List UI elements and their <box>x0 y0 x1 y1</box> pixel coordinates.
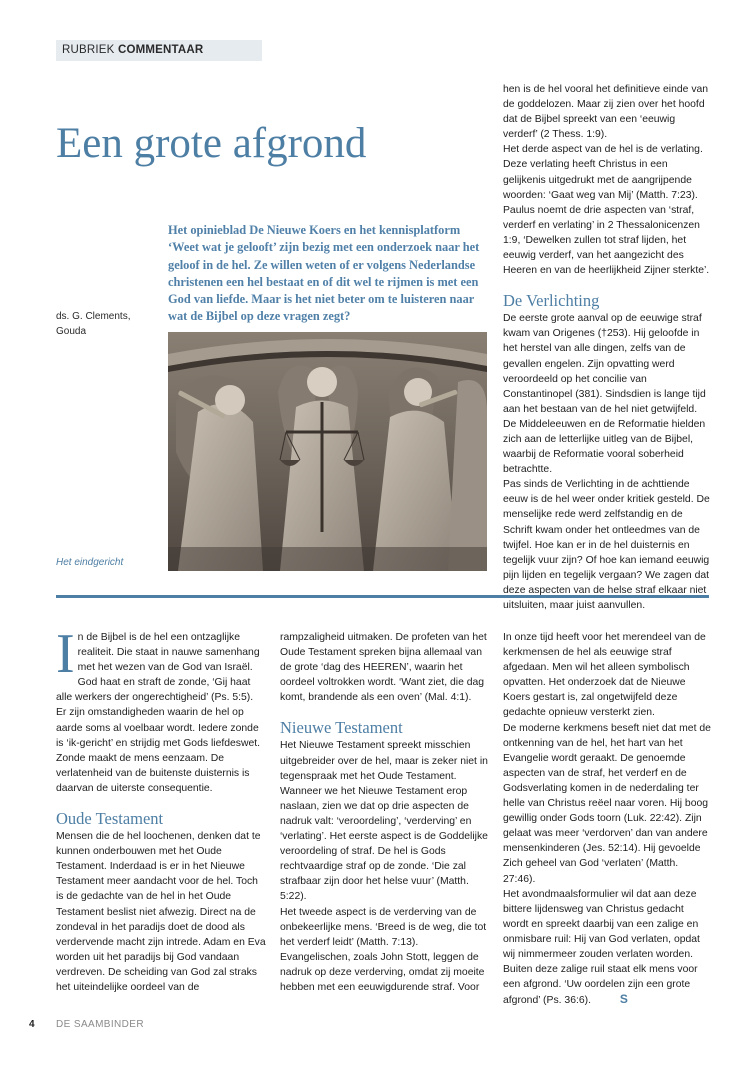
page-number: 4 <box>29 1019 35 1030</box>
drop-cap: I <box>56 623 75 685</box>
article-title: Een grote afgrond <box>56 120 367 167</box>
paragraph: De moderne kerkmens beseft niet dat met de ontkenning van de hel, het hart van het Evangelie wordt geraakt. De genoemde aspecten van de straf, het verderf en de Godsverlating komen in de nederdaling ter helle van Christus reëel naar voren. Hij boog gewillig onder Gods toorn (Luk. 22:42). Zijn gelaat was meer ‘verdorven’ dan van andere mensenkinderen (Jes. 52:14). Hij gevoelde Zich geheel van God ‘verlaten’ (Matth. 27:46). <box>503 722 711 885</box>
closing-text: Het avondmaalsformulier wil dat aan deze bittere lijdensweg van Christus gedacht wordt en spreekt daarbij van een zalige en onmisbare ruil: Hij van God verlaten, opdat wij nimmermeer zouden verlaten worden. Buiten deze zalige ruil staat elk mens voor een afgrond. ‘Uw oordelen zijn een grote afgrond’ (Ps. 36:6). <box>503 888 700 1007</box>
paragraph: rampzaligheid uitmaken. De profeten van het Oude Testament spreken bijna allemaal van de grote ‘dag des HEEREN’, waarin het oordeel voltrokken wordt. ‘Want ziet, die dag komt, brandende als een oven’ (Mal. 4:1). <box>280 632 487 704</box>
paragraph-intro <box>56 623 266 796</box>
relief-ground-shadow <box>168 547 487 571</box>
end-mark-icon: S <box>619 992 628 1007</box>
paragraph: Het derde aspect van de hel is de verlating. Deze verlating heeft Christus in een gelijkenis uitgedrukt met de aangrijpende woorden: ‘Gaat weg van Mij’ (Matth. 7:23). Paulus noemt de drie aspecten van ‘straf, verderf en verlating’ in 2 Thessalonicenzen 1:9, ‘Dewelken zullen tot straf lijden, het eeuwig verderf, van het aangezicht des Heeren en van de heerlijkheid Zijner sterkte’. <box>503 144 710 277</box>
author-byline <box>56 309 156 339</box>
article-lead: Het opinieblad De Nieuwe Koers en het kennisplatform ‘Weet wat je gelooft’ zijn bezig met een onderzoek naar het geloof in de hel. Ze willen weten of er volgens Nederlandse christenen een hel bestaat en of dit wel te rijmen is met een God van liefde. Maar is het niet beter om te luisteren naar wat de Bijbel op deze vragen zegt? <box>168 223 480 324</box>
center-angel-head <box>307 367 337 397</box>
subheading-verlichting: De Verlichting <box>503 291 600 311</box>
column-left <box>56 623 266 995</box>
subheading-oude-testament: Oude Testament <box>56 809 164 829</box>
paragraph: Het tweede aspect is de verderving van de onbekeerlijke mens. ‘Breed is de weg, die tot het verderf leidt’ (Matth. 7:13). Evangelischen, zoals John Stott, leggen de nadruk op deze verderving, omdat zij moeite hebben met een eeuwigdurende straf. Voor <box>280 906 487 993</box>
magazine-name: DE SAAMBINDER <box>56 1019 144 1030</box>
paragraph: Pas sinds de Verlichting in de achttiende eeuw is de hel weer onder kritiek gesteld. De menselijke rede werd zelfstandig en de Schrift kwam onder het ontleedmes van de twijfel. Hoe kan er in de hel duisternis en tegelijk vuur zijn? Of hoe kan iemand eeuwig pijn lijden en tegelijk vergaan? We zagen dat deze aspecten van de helse straf elkaar niet uitsluiten, maar juist aanvullen. <box>503 479 710 611</box>
paragraph: In onze tijd heeft voor het merendeel van de kerkmensen de hel als eeuwige straf afgedaan. Men wil het alleen symbolisch opvatten. Het onderzoek dat de Nieuwe Koers gestart is, zal ongetwijfeld deze gedachte opnieuw versterkt zien. <box>503 632 706 719</box>
section-label-name: COMMENTAAR <box>117 44 204 56</box>
subheading-nieuwe-testament: Nieuwe Testament <box>280 718 403 738</box>
author-place: Gouda <box>56 326 87 337</box>
left-angel-head <box>215 385 245 415</box>
article-photo <box>168 332 487 571</box>
column-right-bottom <box>503 630 711 1008</box>
relief-illustration <box>168 332 487 571</box>
paragraph: Het Nieuwe Testament spreekt misschien uitgebreider over de hel, maar is zeker niet in tegenspraak met het Oude Testament. Wanneer we het Nieuwe Testament erop naslaan, zien we dat op drie aspecten de nadruk valt: ‘veroordeling’, ‘verderving’ en ‘verlating’. Het eerste aspect is de Goddelijke veroordeling of straf. De hel is Gods rechtvaardige straf op de zonde. ‘Die zal strafbaar zijn door het helse vuur’ (Matth. 5:22). <box>280 740 488 903</box>
section-label-prefix: RUBRIEK <box>62 44 115 56</box>
paragraph: De eerste grote aanval op de eeuwige straf kwam van Origenes (†253). Hij geloofde in het herstel van alle dingen, zelfs van de gevallen engelen. Zijn opvatting werd veroordeeld op het concilie van Constantinopel (381). Sindsdien is lange tijd aan het bestaan van de hel niet getwijfeld. De Middeleeuwen en de Reformatie hielden zich aan de letterlijke uitleg van de Bijbel, waarbij de Reformatie vooral soberheid betrachtte. <box>503 313 706 476</box>
author-name: ds. G. Clements, <box>56 311 131 322</box>
intro-text: n de Bijbel is de hel een ontzaglijke realiteit. Die staat in nauwe samenhang met het wezen van de God van Israël. God haat en straft de zonde, ‘Gij haat alle werkers der ongerechtigheid’ (Ps. 5:5). Er zijn omstandigheden waarin de hel op aarde soms al voelbaar wordt. Iedere zonde is ‘ik-gericht’ en strijdig met Gods liefdeswet. Zonde maakt de mens eenzaam. De verlatenheid van de buitenste duisternis is daarvan de uiterste consequentie. <box>56 632 261 794</box>
column-middle <box>280 630 490 995</box>
paragraph: Mensen die de hel loochenen, denken dat te kunnen onderbouwen met het Oude Testament. Inderdaad is er in het Nieuwe Testament meer aandacht voor de hel. Toch is de gedachte van de hel in het Oude Testament beslist niet afwezig. Direct na de zondeval in het paradijs doet de dood als verdervende macht zijn intrede. Adam en Eva worden uit het paradijs bij God vandaan verdreven. De scheiding van God zal straks het uiteindelijke oordeel van de <box>56 831 266 993</box>
photo-caption: Het eindgericht <box>56 557 124 568</box>
paragraph: hen is de hel vooral het definitieve einde van de goddelozen. Maar zij zien over het hoofd dat de Bijbel spreekt van een ‘eeuwig verderf’ (2 Thess. 1:9). <box>503 84 709 141</box>
paragraph-closing <box>503 887 711 1009</box>
column-right-top <box>503 82 711 613</box>
section-label <box>56 40 262 61</box>
